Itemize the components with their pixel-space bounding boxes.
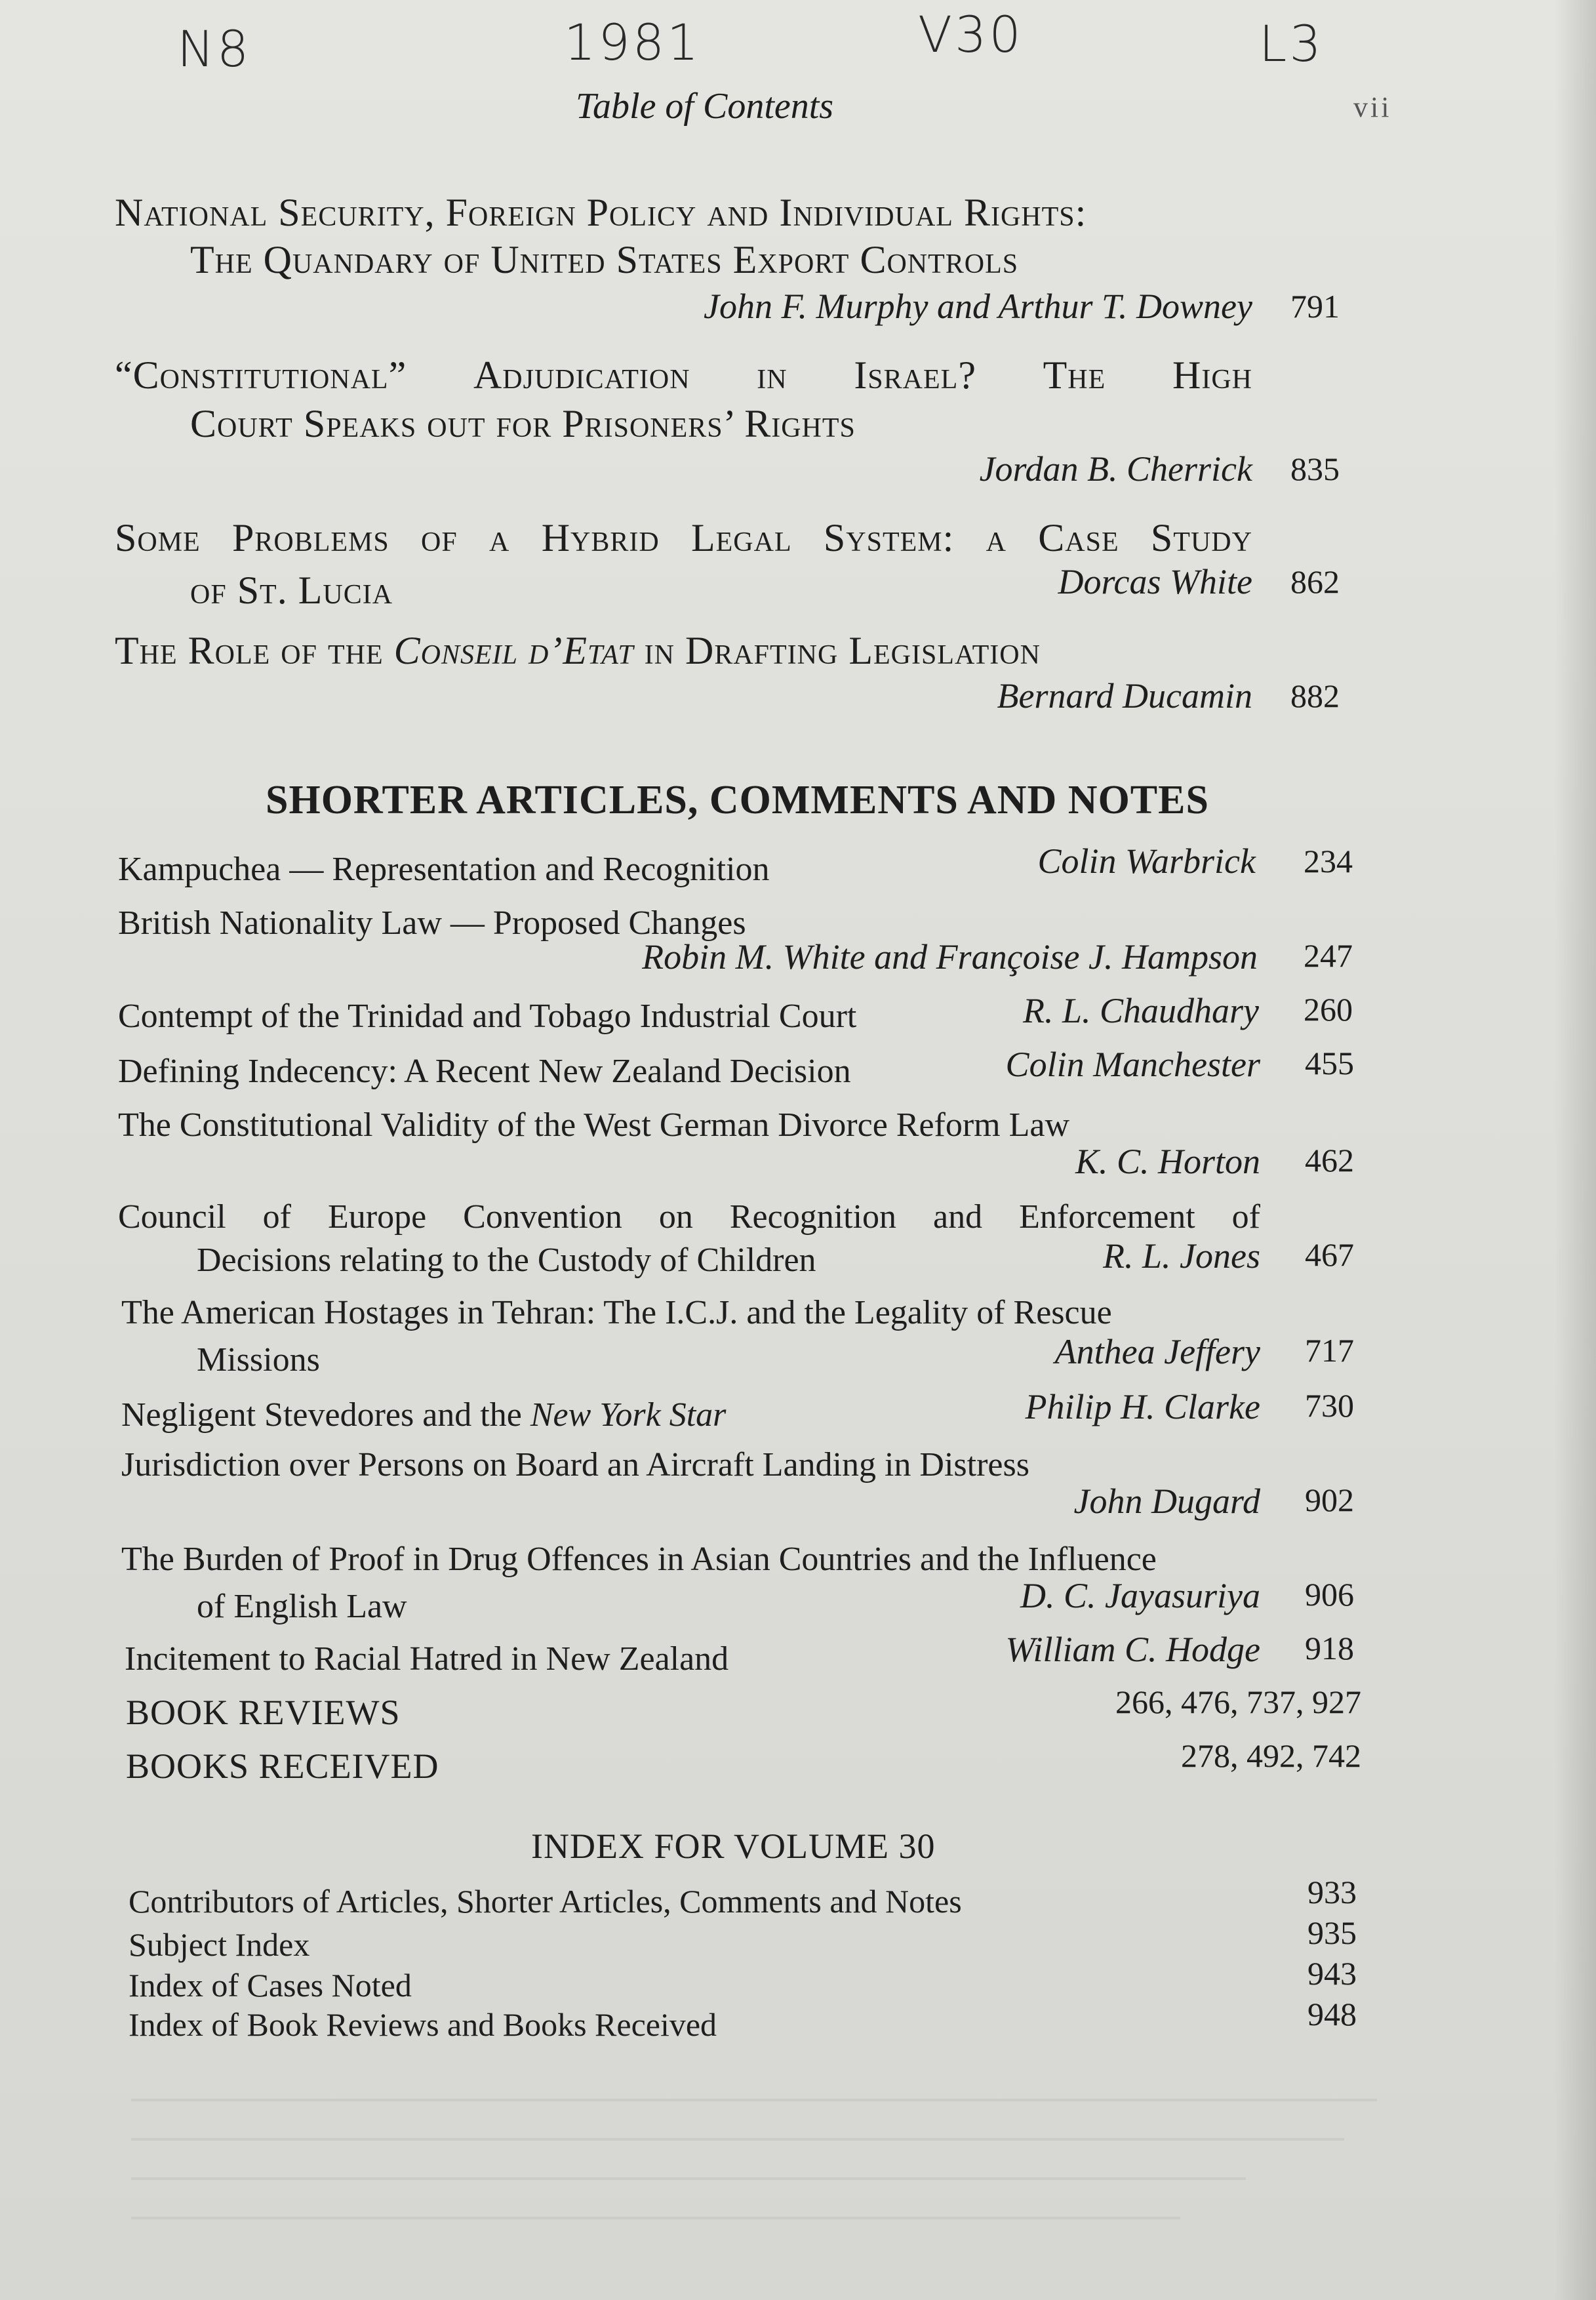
article-3-word: Case [1038,516,1119,559]
shorter-7-title: The American Hostages in Tehran: The I.C.J. and the Legality of Rescue [121,1294,1112,1331]
shorter-1-page: 234 [1304,843,1353,879]
article-2-word: “Constitutional” [115,353,407,397]
handwritten-note-4: L3 [1259,14,1324,73]
index-item-subject: Subject Index [129,1926,310,1963]
article-2-word: in [757,353,788,397]
shorter-8-page: 730 [1305,1387,1354,1424]
article-4-page: 882 [1290,677,1340,714]
shorter-9-page: 902 [1305,1482,1354,1518]
shorter-2-author: Robin M. White and Françoise J. Hampson [642,937,1258,977]
article-4-author: Bernard Ducamin [997,676,1252,716]
shorter-8-title-italic: New York Star [530,1396,727,1434]
handwritten-note-2: 1981 [564,13,702,71]
shorter-6-author: R. L. Jones [1103,1236,1260,1276]
page-edge-shadow [1554,0,1596,2300]
shorter-5-title: The Constitutional Validity of the West German Divorce Reform Law [118,1106,1070,1144]
article-2-word: High [1172,353,1252,397]
shorter-10-page: 906 [1305,1576,1354,1613]
shorter-8-title-pre: Negligent Stevedores and the [121,1396,530,1434]
shorter-6-word: and [933,1198,983,1236]
index-item-subject-page: 935 [1307,1914,1357,1951]
show-through-line [131,2138,1344,2141]
index-item-contributors-page: 933 [1307,1874,1357,1910]
shorter-4-title: Defining Indecency: A Recent New Zealand Decision [118,1053,851,1090]
article-2-page: 835 [1290,451,1340,487]
book-reviews-pages: 266, 476, 737, 927 [1115,1684,1361,1720]
shorter-6-word: Enforcement [1019,1198,1195,1236]
shorter-6-word: of [262,1198,291,1236]
article-1-title-line2: The Quandary of United States Export Controls [190,238,1019,281]
article-2-word: Adjudication [473,353,690,397]
article-3-word: System: [823,516,955,559]
shorter-10-author: D. C. Jayasuriya [1020,1576,1260,1615]
article-1-title-line1: National Security, Foreign Policy and Individual Rights: [115,191,1087,234]
show-through-line [131,2177,1246,2180]
show-through-line [131,2099,1377,2101]
article-2-word: The [1043,353,1106,397]
shorter-6-title-line1 [118,1198,1260,1236]
index-item-cases-page: 943 [1307,1955,1357,1992]
article-2-title-line2: Court Speaks out for Prisoners’ Rights [190,402,856,445]
shorter-5-author: K. C. Horton [1075,1142,1260,1181]
article-3-word: Study [1150,516,1252,559]
index-heading: INDEX FOR VOLUME 30 [531,1826,936,1866]
shorter-5-page: 462 [1305,1142,1354,1179]
page-title: Table of Contents [576,86,834,127]
shorter-6-word: on [658,1198,693,1236]
shorter-6-title-line2: Decisions relating to the Custody of Children [197,1241,816,1279]
article-2-word: Israel? [854,353,976,397]
shorter-9-author: John Dugard [1073,1482,1260,1521]
shorter-2-page: 247 [1304,937,1353,974]
index-item-contributors: Contributors of Articles, Shorter Articles, Comments and Notes [129,1883,962,1920]
article-3-word: Problems [232,516,389,559]
shorter-10-title-line2: of English Law [197,1588,407,1625]
article-4-title-italic: Conseil d’Etat [393,629,634,672]
shorter-1-title: Kampuchea — Representation and Recognition [118,851,770,888]
shorter-9-title: Jurisdiction over Persons on Board an Aircraft Landing in Distress [121,1446,1029,1483]
shorter-1-author: Colin Warbrick [1037,841,1256,881]
article-1-author: John F. Murphy and Arthur T. Downey [704,287,1252,326]
shorter-6-word: Convention [463,1198,622,1236]
handwritten-note-3: V30 [918,5,1024,64]
article-3-author: Dorcas White [1058,562,1252,601]
shorter-3-page: 260 [1304,991,1353,1028]
shorter-6-page: 467 [1305,1236,1354,1273]
shorter-8-author: Philip H. Clarke [1025,1387,1260,1426]
shorter-7-author: Anthea Jeffery [1054,1332,1260,1371]
books-received-pages: 278, 492, 742 [1181,1737,1361,1774]
shorter-4-author: Colin Manchester [1005,1045,1260,1084]
article-3-word: a [489,516,510,559]
shorter-7-title-line2: Missions [197,1341,320,1379]
article-3-word: Legal [691,516,792,559]
shorter-11-author: William C. Hodge [1005,1630,1260,1669]
article-4-title-post: in Drafting Legislation [633,629,1041,672]
shorter-6-word: Recognition [729,1198,897,1236]
show-through-line [131,2217,1180,2219]
shorter-2-title: British Nationality Law — Proposed Changes [118,904,746,942]
article-3-page: 862 [1290,563,1340,600]
handwritten-note-1: N8 [177,20,252,78]
shorter-11-title: Incitement to Racial Hatred in New Zealand [125,1640,729,1678]
article-1-page: 791 [1290,288,1340,325]
shorter-6-word: of [1231,1198,1260,1236]
section-heading-shorter-articles: SHORTER ARTICLES, COMMENTS AND NOTES [266,778,1209,822]
article-3-word: of [421,516,458,559]
article-3-word: Hybrid [541,516,660,559]
article-3-word: Some [115,516,201,559]
index-item-book-reviews: Index of Book Reviews and Books Received [129,2006,717,2043]
shorter-6-word: Europe [328,1198,427,1236]
article-2-author: Jordan B. Cherrick [979,449,1252,489]
book-reviews-label: BOOK REVIEWS [126,1693,401,1732]
article-3-title-line2: of St. Lucia [190,569,393,612]
shorter-3-author: R. L. Chaudhary [1022,991,1259,1030]
article-2-title-line1 [115,353,1252,398]
index-item-book-reviews-page: 948 [1307,1996,1357,2032]
books-received-label: BOOKS RECEIVED [126,1746,439,1786]
index-item-cases: Index of Cases Noted [129,1967,412,2004]
folio: vii [1353,91,1392,123]
shorter-6-word: Council [118,1198,226,1236]
shorter-4-page: 455 [1305,1045,1354,1081]
shorter-3-title: Contempt of the Trinidad and Tobago Industrial Court [118,998,857,1035]
article-3-word: a [986,516,1007,559]
article-4-title-pre: The Role of the [115,629,394,672]
article-3-title-line1 [115,515,1252,561]
shorter-7-page: 717 [1305,1332,1354,1369]
shorter-10-title: The Burden of Proof in Drug Offences in Asian Countries and the Influence [121,1541,1157,1578]
shorter-11-page: 918 [1305,1630,1354,1666]
article-4-title-line1 [115,628,1041,674]
